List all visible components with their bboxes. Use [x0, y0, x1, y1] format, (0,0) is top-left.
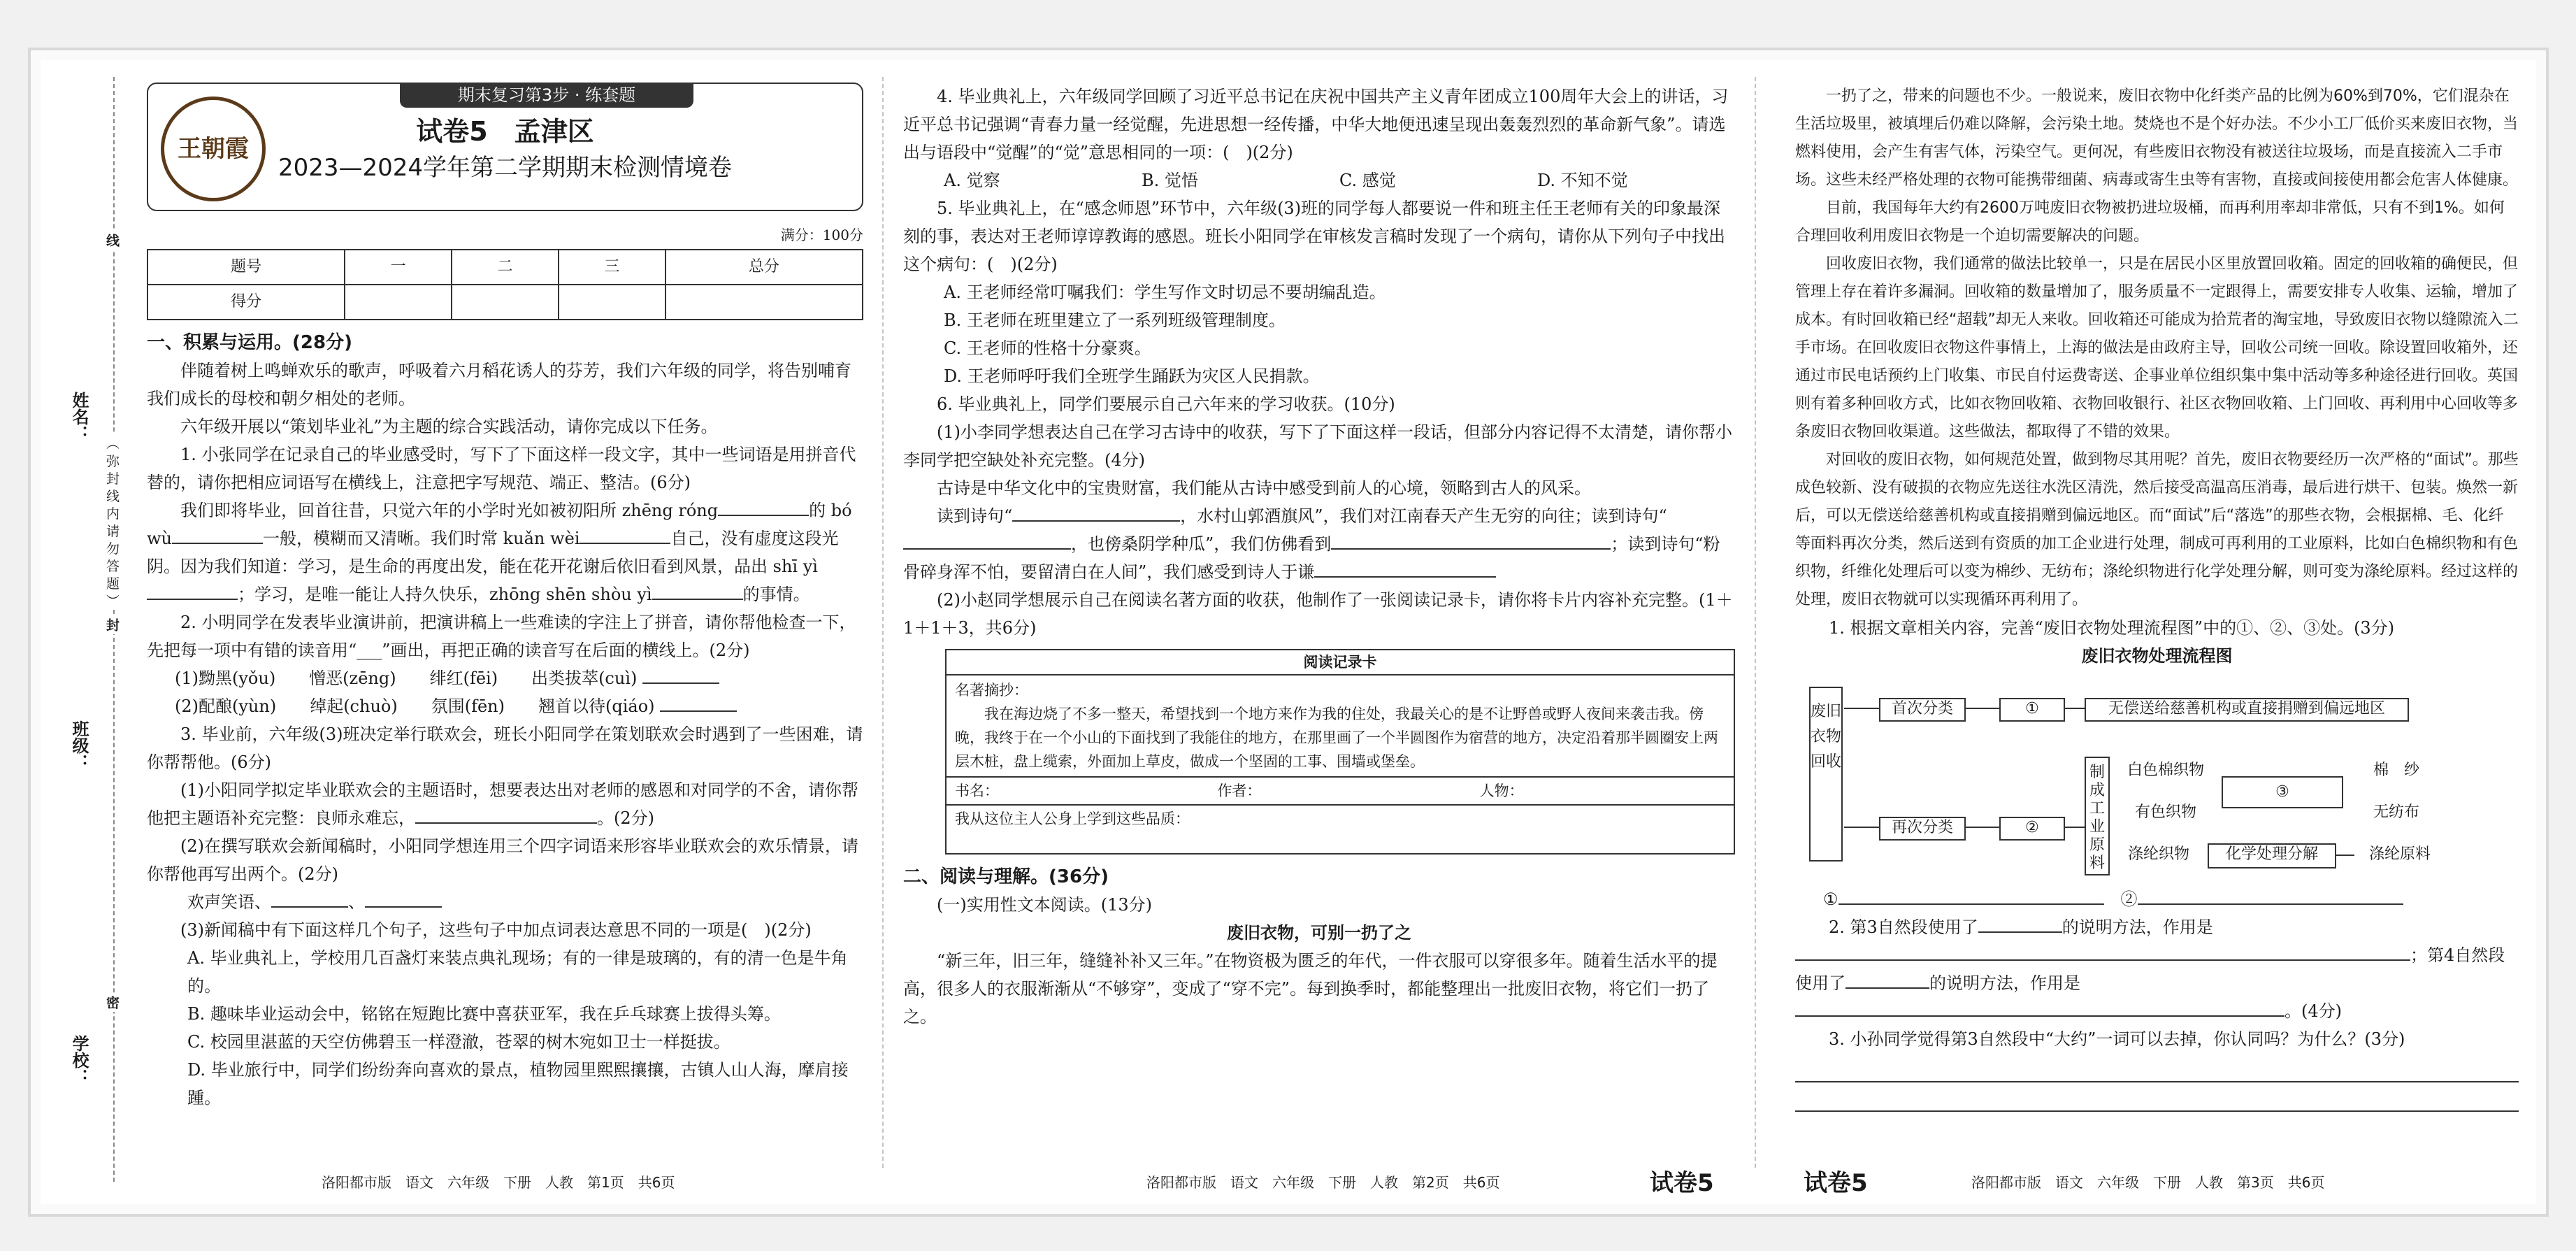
flow-polyester: 涤纶织物: [2117, 845, 2201, 866]
text-span: ；第4自然段使用了: [1795, 945, 2505, 993]
option-b: B. 趣味毕业运动会中，铭铭在短跑比赛中喜获亚军，我在乒乓球赛上拔得头筹。: [187, 1004, 781, 1024]
exam-title: 试卷5 孟津区: [416, 116, 594, 147]
score-input-cell[interactable]: [452, 285, 559, 320]
card-author-field[interactable]: 作者：: [1217, 782, 1262, 799]
question-6-1: (1)小李同学想表达自己在学习古诗中的收获，写下了下面这样一段话，但部分内容记得不太清楚，请你帮小李同学把空缺处补充完整。(4分): [903, 422, 1732, 470]
flow-arrow: [1844, 827, 1879, 828]
page-footer-3: 洛阳都市版 语文 六年级 下册 人教 第3页 共6页: [1971, 1174, 2325, 1191]
card-fields: [947, 778, 1734, 806]
table-cell: 题号: [147, 250, 345, 285]
flow-output-yarn: 棉 纱: [2354, 761, 2438, 782]
option-a: A. 觉察: [944, 171, 1000, 190]
text-span: (2)配酿(yùn) 绰起(chuò) 氛围(fēn) 翘首以待(qiáo): [175, 696, 655, 716]
article-paragraph: 目前，我国每年大约有2600万吨废旧衣物被扔进垃圾桶，而再利用率却非常低，只有不到1%。如何合理回收利用废旧衣物是一个迫切需要解决的问题。: [1795, 199, 2505, 245]
article-paragraph: 一扔了之，带来的问题也不少。一般说来，废旧衣物中化纤类产品的比例为60%到70%，它们混杂在生活垃圾里，被填埋后仍难以降解，会污染土地。焚烧也不是个好办法。不少小工厂低价买来废旧衣物，当燃料使用，会产生有害气体，污染空气。更何况，有些废旧衣物没有被送往垃圾场，而是直接流入二手市场。这些未经严格处理的衣物可能携带细菌、病毒或寄生虫等有害物，直接或间接使用都会危害人体健康。: [1795, 87, 2519, 189]
text-span: ②: [2120, 889, 2138, 909]
answer-blank[interactable]: [903, 548, 1071, 550]
answer-blank[interactable]: [1331, 548, 1611, 550]
table-row: [147, 285, 863, 320]
flow-make-box: 制成工业原料: [2085, 757, 2110, 875]
card-book-field[interactable]: 书名：: [955, 782, 999, 799]
answer-blank[interactable]: [1839, 903, 2104, 905]
question-1: 1. 小张同学在记录自己的毕业感受时，写下了下面这样一段文字，其中一些词语是用拼音代替的，请你把相应词语写在横线上，注意把字写规范、端正、整洁。(6分): [147, 445, 856, 492]
text-span: 一般，模糊而又清晰。我们时常 kuǎn wèi: [263, 529, 580, 548]
text-span: 的事情。: [742, 585, 810, 604]
text-span: (1)小阳同学拟定毕业联欢会的主题语时，想要表达出对老师的感恩和对同学的不舍，请你帮他把主题语补充完整：良师永难忘，: [147, 780, 858, 828]
answer-blank[interactable]: [271, 906, 348, 908]
option-b: B. 王老师在班里建立了一系列班级管理制度。: [944, 310, 1286, 330]
option-c: C. 王老师的性格十分豪爽。: [944, 338, 1151, 358]
flow-white-cotton: 白色棉织物: [2117, 761, 2215, 782]
section-heading: 一、积累与运用。(28分): [147, 332, 352, 353]
answer-blank[interactable]: [1795, 1015, 2284, 1017]
seal-mark-bottom: 密: [103, 993, 122, 1012]
option-d: D. 王老师呼吁我们全班学生踊跃为灾区人民捐款。: [944, 366, 1320, 386]
review-banner: 期末复习第3步 · 练套题: [400, 83, 693, 108]
class-label: 班级：: [69, 720, 89, 771]
option-a: A. 王老师经常叮嘱我们：学生写作文时切忌不要胡编乱造。: [944, 283, 1386, 302]
text-span: 的说明方法，作用是: [1929, 973, 2080, 993]
flow-first-sort: 首次分类: [1879, 698, 1966, 722]
option-b: B. 觉悟: [1142, 171, 1198, 190]
question-1-text: [147, 496, 863, 608]
processing-flowchart: [1795, 673, 2519, 882]
answer-blank[interactable]: [718, 515, 809, 516]
flow-arrow: [2064, 827, 2085, 828]
answer-blank[interactable]: [1314, 576, 1496, 578]
table-cell: 一: [345, 250, 452, 285]
text-span: 我们即将毕业，回首往昔，只觉六年的小学时光如被初阳所 zhēng róng: [180, 501, 719, 520]
flow-arrow: [1844, 708, 1879, 709]
reading-question-3: 3. 小孙同学觉得第3自然段中“大约”一词可以去掉，你认同吗？为什么？(3分): [1829, 1029, 2405, 1049]
table-cell: 得分: [147, 285, 345, 320]
card-title: 阅读记录卡: [947, 650, 1734, 675]
full-score: 满分：100分: [780, 227, 863, 243]
text-span: 欢声笑语、: [187, 892, 271, 912]
question-2: 2. 小明同学在发表毕业演讲前，把演讲稿上一些难读的字注上了拼音，请你帮他检查一下，先把每一项中有错的读音用“___”画出，再把正确的读音写在后面的横线上。(2分): [147, 613, 856, 660]
paragraph: 伴随着树上鸣蝉欢乐的歌声，呼吸着六月稻花诱人的芬芳，我们六年级的同学，将告别哺育我们成长的母校和朝夕相处的老师。: [147, 361, 851, 408]
article-title: 废旧衣物，可别一扔了之: [1227, 923, 1411, 943]
flow-output-polyester: 涤纶原料: [2354, 845, 2445, 866]
flow-colored-fabric: 有色织物: [2117, 803, 2215, 824]
text-span: 的说明方法，作用是: [2061, 917, 2213, 937]
exam-header: [147, 83, 863, 211]
answer-blank[interactable]: [365, 906, 442, 908]
option-c: C. 校园里湛蓝的天空仿佛碧玉一样澄澈，苍翠的树木宛如卫士一样挺拔。: [187, 1032, 731, 1052]
option-c: C. 感觉: [1339, 171, 1396, 190]
seal-mark-top: 线: [103, 231, 122, 250]
answer-blank[interactable]: [652, 599, 743, 600]
exam-subtitle: 2023—2024学年第二学期期末检测情境卷: [278, 154, 733, 182]
answer-blank[interactable]: [1845, 987, 1929, 989]
answer-blank[interactable]: [1012, 520, 1180, 522]
page-column-2: [903, 83, 1735, 1031]
question-3: 3. 毕业前，六年级(3)班决定举行联欢会，班长小阳同学在策划联欢会时遇到了一些困难，请你帮帮他。(6分): [147, 724, 863, 772]
text-span: 。(4分): [2284, 1001, 2342, 1021]
table-cell: 总分: [665, 250, 863, 285]
school-label: 学校：: [69, 1035, 89, 1085]
exam-mark: 试卷5: [1804, 1169, 1868, 1197]
seal-mark-mid: 封: [103, 615, 122, 634]
section-heading: 二、阅读与理解。(36分): [903, 866, 1109, 887]
column-divider: [1755, 77, 1756, 1168]
flow-blank-3[interactable]: ③: [2222, 776, 2343, 808]
text-span: ；读到诗句“粉骨碎身浑不怕，要留清白在人间”，我们感受到诗人于谦: [903, 534, 1720, 582]
score-table: [147, 249, 863, 320]
text-span: 。(2分): [597, 808, 654, 828]
question-3-2: (2)在撰写联欢会新闻稿时，小阳同学想连用三个四字词语来形容毕业联欢会的欢乐情景，请你帮他再写出两个。(2分): [147, 836, 858, 884]
flow-blank-1[interactable]: ①: [1999, 698, 2065, 722]
answer-line[interactable]: [1795, 1053, 2519, 1082]
option-d: D. 不知不觉: [1537, 171, 1628, 190]
article-paragraph: 对回收的废旧衣物，如何规范处置，做到物尽其用呢？首先，废旧衣物要经历一次严格的“面试”。那些成色较新、没有破损的衣物应先送往水洗区清洗，然后接受高温高压消毒，最后进行烘干、包装。焕然一新后，可以无偿送给慈善机构或直接捐赠到偏远地区。而“面试”后“落选”的那些衣物，会根据棉、毛、化纤等面料再次分类，然后送到有资质的加工企业进行处理，制成可再利用的工业原料，比如白色棉织物和有色织物，纤维化处理后可以变为棉纱、无纺布；涤纶织物进行化学处理分解，则可变为涤纶原料。经过这样的处理，废旧衣物就可以实现循环再利用了。: [1795, 451, 2519, 608]
page-column-3: [1795, 83, 2519, 1112]
page-column-1: [147, 83, 863, 1112]
flow-answers: [1795, 885, 2519, 913]
text-span: ，水村山郭酒旗风”，我们对江南春天产生无穷的向往；读到诗句“: [1180, 506, 1667, 526]
score-input-cell[interactable]: [345, 285, 452, 320]
question-4-options: [903, 166, 1735, 194]
flow-blank-2[interactable]: ②: [1999, 817, 2065, 841]
reading-record-card: [945, 649, 1735, 855]
flow-second-sort: 再次分类: [1879, 817, 1966, 841]
text-span: 的 bó wù: [147, 501, 852, 548]
question-3-3: (3)新闻稿中有下面这样几个句子，这些句子中加点词表达意思不同的一项是( )(2分): [180, 920, 812, 940]
subsection-heading: (一)实用性文本阅读。(13分): [937, 895, 1152, 915]
flow-donate-box: 无偿送给慈善机构或直接捐赠到偏远地区: [2085, 698, 2409, 722]
flow-arrow: [2064, 708, 2085, 709]
flow-output-nonwoven: 无纺布: [2354, 803, 2438, 824]
answer-blank[interactable]: [1795, 959, 2103, 961]
flowchart-title: 废旧衣物处理流程图: [2081, 646, 2233, 666]
text-span: ，也傍桑阴学种瓜”，我们仿佛看到: [1071, 534, 1332, 554]
publisher-logo: 王朝霞: [161, 96, 266, 201]
answer-blank[interactable]: [2138, 903, 2403, 905]
table-cell: 二: [452, 250, 559, 285]
option-row: [147, 664, 863, 692]
text-span: ；学习，是唯一能让人持久快乐，zhōng shēn shòu yì: [238, 585, 652, 604]
question-6-2: (2)小赵同学想展示自己在阅读名著方面的收获，他制作了一张阅读记录卡，请你将卡片内容补充完整。(1＋1＋1＋3，共6分): [903, 590, 1733, 638]
seal-note: （ 弥 封 线 内 请 勿 答 题 ）: [103, 434, 122, 610]
option-a: A. 毕业典礼上，学校用几百盏灯来装点典礼现场；有的一律是玻璃的，有的清一色是牛角的。: [187, 948, 848, 996]
flow-start-box: 废旧衣物回收: [1809, 687, 1843, 862]
table-cell: 三: [559, 250, 665, 285]
reading-question-1: 1. 根据文章相关内容，完善“废旧衣物处理流程图”中的①、②、③处。(3分): [1829, 618, 2395, 638]
paragraph: 古诗是中华文化中的宝贵财富，我们能从古诗中感受到前人的心境，领略到古人的风采。: [937, 478, 1591, 498]
table-row: [147, 250, 863, 285]
question-3-2-fill: 欢声笑语、 、: [147, 888, 863, 916]
question-4: 4. 毕业典礼上，六年级同学回顾了习近平总书记在庆祝中国共产主义青年团成立100周年大会上的讲话，习近平总书记强调“青春力量一经觉醒，先进思想一经传播，中华大地便迅速呈现出轰轰烈烈的革命新气象”。请选出与语段中“觉醒”的“觉”意思相同的一项：( )(2分): [903, 87, 1729, 162]
name-label: 姓名：: [69, 392, 89, 442]
answer-blank[interactable]: [1978, 931, 2062, 933]
answer-blank[interactable]: [415, 822, 597, 824]
card-excerpt-label: 名著摘抄：: [955, 682, 1028, 699]
answer-blank[interactable]: [642, 682, 719, 684]
page-footer-2: 洛阳都市版 语文 六年级 下册 人教 第2页 共6页: [1146, 1174, 1500, 1191]
card-person-field[interactable]: 人物：: [1479, 782, 1524, 799]
text-span: 自己，没有虚度这段光阴。因为我们知道：学习，是生命的再度出发，能在花开花谢后依旧看到风景，品出 shī yì: [147, 529, 839, 576]
question-5: 5. 毕业典礼上，在“感念师恩”环节中，六年级(3)班的同学每人都要说一件和班主任王老师有关的印象最深刻的事，表达对王老师谆谆教诲的感恩。班长小阳同学在审核发言稿时发现了一个病句，请你从下列句子中找出这个病句：( )(2分): [903, 199, 1725, 274]
card-excerpt-text: 我在海边烧了不多一整天，希望找到一个地方来作为我的住处，我最关心的是不让野兽或野人夜间来袭击我。傍晚，我终于在一个小山的下面找到了我能住的地方，在那里画了一个半圆图作为宿营的地方，决定沿着那半圆圈安上两层木桩，盘上缆索，外面加上草皮，做成一个坚固的工事、围墙或堡垒。: [955, 706, 1718, 770]
answer-blank[interactable]: [660, 710, 737, 712]
poem-fill: [903, 502, 1735, 586]
column-divider: [882, 77, 884, 1168]
flow-arrow: [1964, 827, 1999, 828]
card-learn-field[interactable]: 我从这位主人公身上学到这些品质：: [955, 810, 1190, 827]
question-6: 6. 毕业典礼上，同学们要展示自己六年来的学习收获。(10分): [937, 394, 1395, 414]
score-input-cell[interactable]: [559, 285, 665, 320]
card-excerpt: [947, 675, 1734, 778]
article-paragraph: 回收废旧衣物，我们通常的做法比较单一，只是在居民小区里放置回收箱。固定的回收箱的确便民，但管理上存在着许多漏洞。回收箱的数量增加了，服务质量不一定跟得上，需要安排专人收集、运输，增加了成本。有时回收箱已经“超载”却无人来收。回收箱还可能成为拾荒者的淘宝地，导致废旧衣物以缝隙流入二手市场。在回收废旧衣物这件事情上，上海的做法是由政府主导，回收公司统一回收。除设置回收箱外，还通过市民电话预约上门收集、市民自付运费寄送、企事业单位组织集中集中活动等多种途径进行回收。英国则有着多种回收方式，比如衣物回收箱、衣物回收银行、社区衣物回收箱、上门回收、再利用中心回收等多条废旧衣物回收渠道。这些做法，都取得了不错的效果。: [1795, 255, 2519, 441]
text-span: (1)黝黑(yǒu) 憎恶(zēng) 绯红(fēi) 出类拔萃(cuì): [175, 669, 638, 688]
paragraph: 六年级开展以“策划毕业礼”为主题的综合实践活动，请你完成以下任务。: [180, 417, 718, 436]
answer-blank[interactable]: [580, 543, 670, 544]
exam-mark: 试卷5: [1650, 1169, 1714, 1197]
answer-blank[interactable]: [172, 543, 263, 544]
reading-question-2: [1795, 913, 2519, 1025]
answer-line[interactable]: [1795, 1082, 2519, 1112]
text-span: 2. 第3自然段使用了: [1829, 917, 1978, 937]
article-paragraph: “新三年，旧三年，缝缝补补又三年。”在物资极为匮乏的年代，一件衣服可以穿很多年。随着生活水平的提高，很多人的衣服渐渐从“不够穿”，变成了“穿不完”。每到换季时，都能整理出一批废旧衣物，将它们一扔了之。: [903, 951, 1718, 1027]
question-3-1: [147, 776, 863, 832]
page-footer-1: 洛阳都市版 语文 六年级 下册 人教 第1页 共6页: [322, 1174, 675, 1191]
text-span: 读到诗句“: [937, 506, 1013, 526]
score-input-cell[interactable]: [665, 285, 863, 320]
answer-blank[interactable]: [147, 599, 238, 600]
option-row: [147, 692, 863, 720]
flow-chem-process: 化学处理分解: [2208, 843, 2336, 868]
flow-arrow: [1964, 708, 1999, 709]
text-span: ①: [1823, 889, 1839, 909]
answer-blank[interactable]: [2103, 959, 2410, 961]
option-d: D. 毕业旅行中，同学们纷纷奔向喜欢的景点，植物园里熙熙攘攘，古镇人山人海，摩肩接踵。: [187, 1060, 849, 1108]
